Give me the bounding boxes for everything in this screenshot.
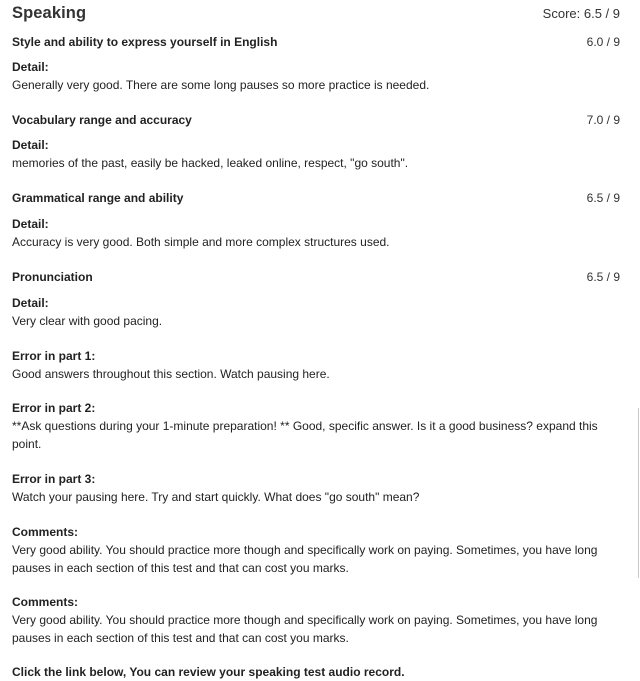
criterion-name: Grammatical range and ability: [12, 191, 184, 205]
detail-text: Accuracy is very good. Both simple and more complex structures used.: [12, 235, 390, 249]
error-text: **Ask questions during your 1-minute preparation! ** Good, specific answer. Is it a good business? expand this point.: [12, 419, 598, 451]
comments-label: Comments:: [12, 525, 79, 539]
criterion-vocabulary-detail: [12, 137, 620, 172]
section-header: [12, 4, 620, 30]
audio-review-prompt: Click the link below, You can review your speaking test audio record.: [12, 665, 405, 679]
scrollbar-track[interactable]: [638, 408, 639, 578]
error-text: Good answers throughout this section. Watch pausing here.: [12, 367, 330, 381]
overall-score: Score: 6.5 / 9: [542, 6, 620, 21]
criterion-style: [12, 34, 620, 50]
criterion-name: Pronunciation: [12, 270, 93, 284]
detail-text: Very clear with good pacing.: [12, 314, 163, 328]
criterion-style-detail: [12, 59, 620, 94]
error-label: Error in part 2:: [12, 401, 96, 415]
criterion-name: Style and ability to express yourself in English: [12, 35, 278, 49]
detail-label: Detail:: [12, 217, 49, 231]
criterion-vocabulary: [12, 112, 620, 128]
detail-text: memories of the past, easily be hacked, leaked online, respect, "go south".: [12, 156, 409, 170]
detail-label: Detail:: [12, 138, 49, 152]
criterion-score: 7.0 / 9: [586, 113, 620, 127]
criterion-name: Vocabulary range and accuracy: [12, 113, 192, 127]
criterion-score: 6.5 / 9: [586, 270, 620, 284]
detail-text: Generally very good. There are some long pauses so more practice is needed.: [12, 78, 430, 92]
comments-2: [12, 594, 620, 647]
comments-text: Very good ability. You should practice more though and specifically work on paying. Sometimes, you have long pauses in each section of this test and that can cost you marks.: [12, 543, 598, 575]
error-text: Watch your pausing here. Try and start quickly. What does "go south" mean?: [12, 490, 420, 504]
detail-label: Detail:: [12, 60, 49, 74]
comments-text: Very good ability. You should practice more though and specifically work on paying. Sometimes, you have long pauses in each section of this test and that can cost you marks.: [12, 613, 598, 645]
criterion-score: 6.0 / 9: [586, 35, 620, 49]
error-label: Error in part 1:: [12, 349, 96, 363]
error-label: Error in part 3:: [12, 472, 96, 486]
comments-1: [12, 524, 620, 577]
error-part-2: [12, 400, 620, 453]
error-part-1: [12, 348, 620, 383]
criterion-pronunciation: [12, 269, 620, 285]
criterion-score: 6.5 / 9: [586, 191, 620, 205]
error-part-3: [12, 471, 620, 506]
criterion-grammar-detail: [12, 216, 620, 251]
detail-label: Detail:: [12, 296, 49, 310]
criterion-pronunciation-detail: [12, 295, 620, 330]
criterion-grammar: [12, 190, 620, 206]
comments-label: Comments:: [12, 595, 79, 609]
section-title: Speaking: [12, 4, 87, 22]
